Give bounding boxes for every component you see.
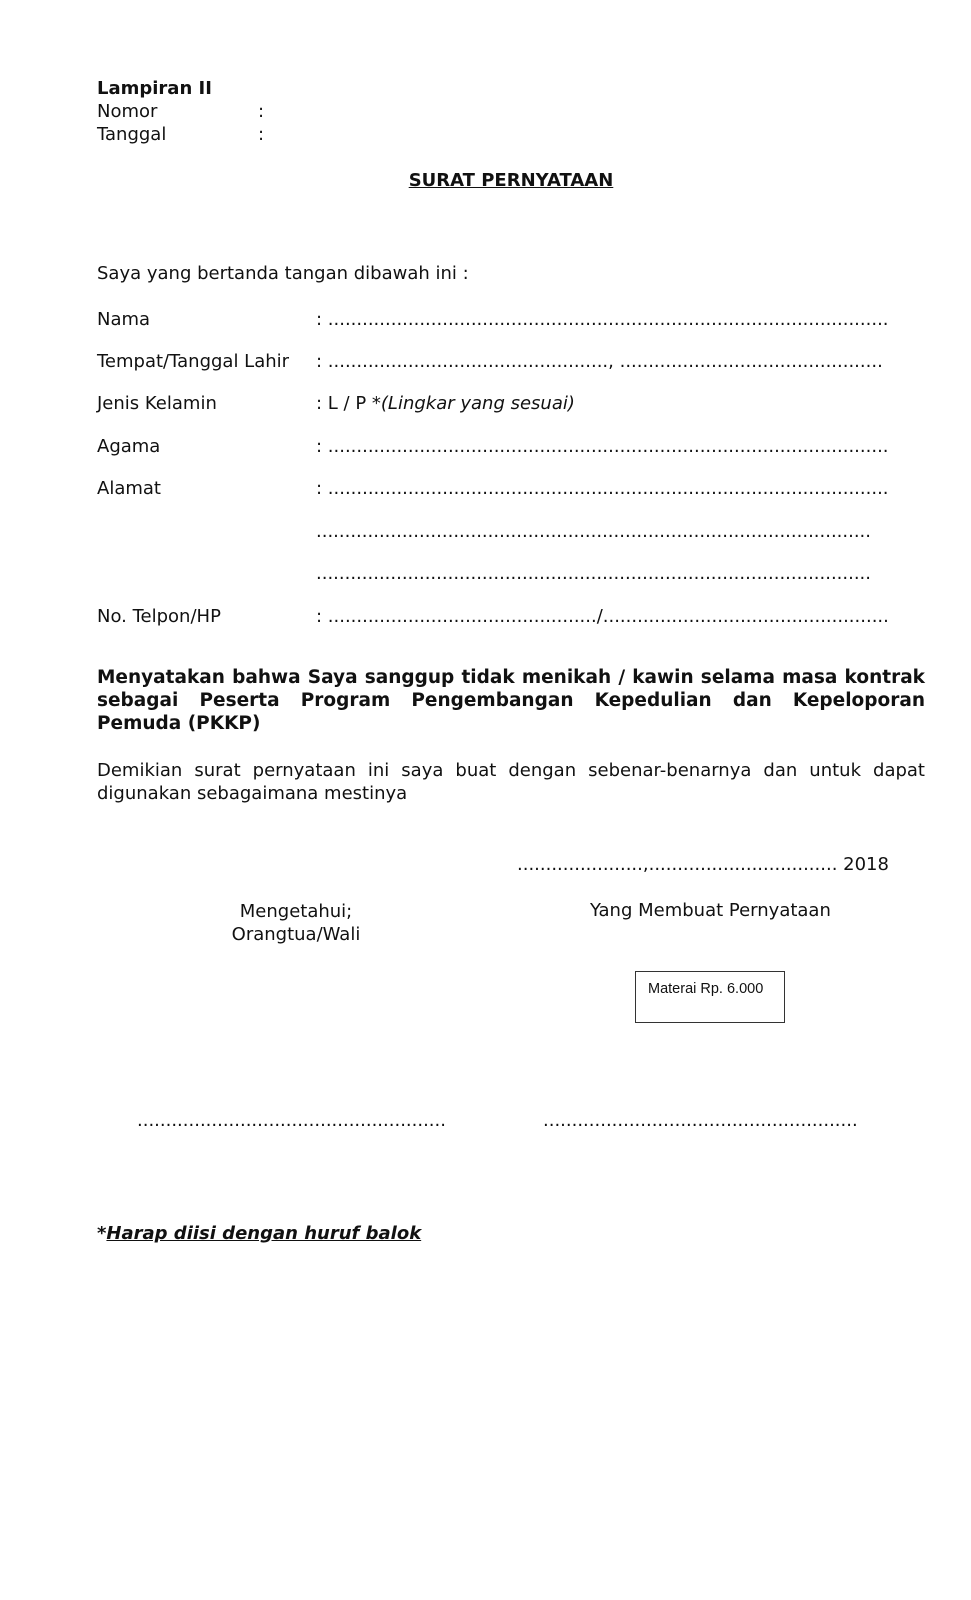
closing-text: Demikian surat pernyataan ini saya buat dengan sebenar-benarnya dan untuk dapat digunakan sebagaimana mestinya (97, 760, 925, 804)
footnote (97, 1223, 421, 1244)
parent-signature-block (180, 900, 412, 946)
mengetahui-text: Mengetahui; (239, 901, 353, 922)
orangtua-wali-text: Orangtua/Wali (231, 924, 361, 945)
stamp-label: Materai Rp. 6.000 (648, 981, 764, 997)
agama-label: Agama (97, 436, 161, 457)
lampiran-title: Lampiran II (97, 78, 212, 99)
agama-field: : .................................................................................................. (316, 436, 889, 457)
telpon-label: No. Telpon/HP (97, 606, 221, 627)
document-title: SURAT PERNYATAAN (408, 170, 614, 191)
date-line: ......................,................................. 2018 (517, 854, 889, 875)
alamat-field-line-3: ................................................................................................. (316, 563, 872, 584)
alamat-label: Alamat (97, 478, 161, 499)
tanggal-colon: : (258, 124, 265, 145)
jenis-kelamin-label: Jenis Kelamin (97, 393, 217, 414)
footnote-text: Harap diisi dengan huruf balok (106, 1223, 422, 1244)
ttl-field: : ................................................., .............................................. (316, 351, 883, 372)
footnote-asterisk: * (97, 1223, 107, 1244)
stamp-box (635, 971, 785, 1023)
alamat-field-line-1: : .................................................................................................. (316, 478, 889, 499)
jenis-kelamin-note: (Lingkar yang sesuai) (380, 393, 575, 414)
nomor-label: Nomor (97, 101, 158, 122)
alamat-field-line-2: ................................................................................................. (316, 521, 872, 542)
intro-text: Saya yang bertanda tangan dibawah ini : (97, 263, 469, 284)
jenis-kelamin-field (316, 393, 575, 414)
nama-label: Nama (97, 309, 151, 330)
nomor-colon: : (258, 101, 265, 122)
jenis-kelamin-options: : L / P * (316, 393, 381, 414)
nama-field: : .................................................................................................. (316, 309, 889, 330)
ttl-label: Tempat/Tanggal Lahir (97, 351, 290, 372)
tanggal-label: Tanggal (97, 124, 167, 145)
statement-text: Menyatakan bahwa Saya sanggup tidak menikah / kawin selama masa kontrak sebagai Peserta Program Pengembangan Kepedulian dan Kepeloporan Pemuda (PKKP) (97, 667, 925, 734)
parent-signature-line: ...................................................... (137, 1110, 446, 1131)
declarant-signature-line: ....................................................... (543, 1110, 858, 1131)
telpon-field: : .............................................../.................................................. (316, 606, 889, 627)
declarant-title: Yang Membuat Pernyataan (590, 900, 831, 921)
